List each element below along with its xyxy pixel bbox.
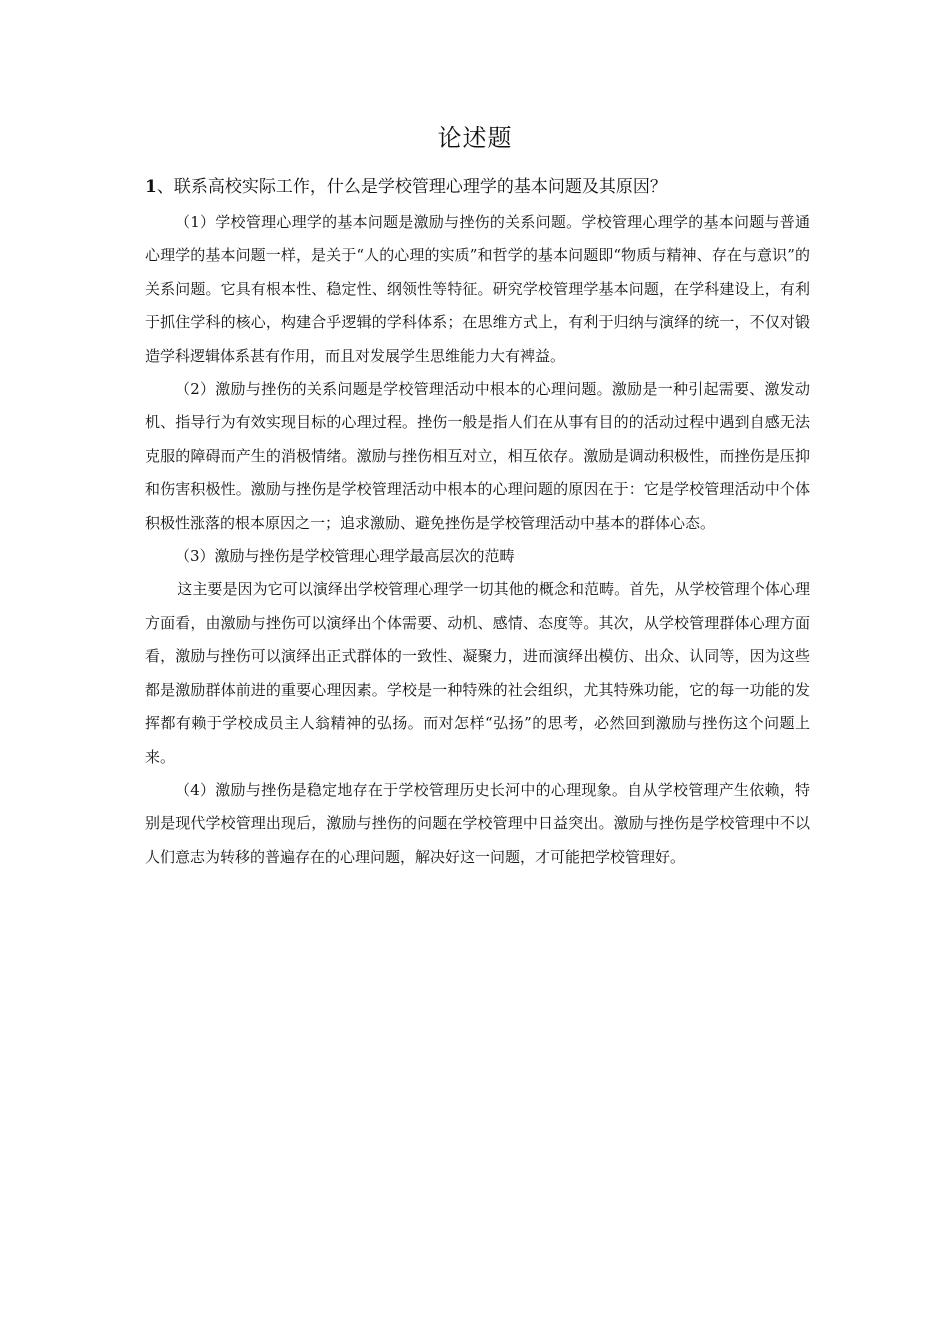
question-number: 1 [145,177,157,197]
answer-body [145,206,810,874]
page-title: 论述题 [437,124,513,152]
question-heading [145,172,810,197]
paragraph-5: （4）激励与挫伤是稳定地存在于学校管理历史长河中的心理现象。自从学校管理产生依赖，特别是现代学校管理出现后，激励与挫伤的问题在学校管理中日益突出。激励与挫伤是学校管理中不以人们意志为转移的普遍存在的心理问题，解决好这一问题，才可能把学校管理好。 [145,780,810,866]
paragraph-3: （3）激励与挫伤是学校管理心理学最高层次的范畴 [175,547,515,566]
paragraph-2: （2）激励与挫伤的关系问题是学校管理活动中根本的心理问题。激励是一种引起需要、激发动机、指导行为有效实现目标的心理过程。挫伤一般是指人们在从事有目的的活动过程中遇到自感无法克服的障碍而产生的消极情绪。激励与挫伤相互对立，相互依存。激励是调动积极性，而挫伤是压抑和伤害积极性。激励与挫伤是学校管理活动中根本的心理问题的原因在于：它是学校管理活动中个体积极性涨落的根本原因之一；追求激励、避免挫伤是学校管理活动中基本的群体心态。 [145,380,810,532]
paragraph-1: （1）学校管理心理学的基本问题是激励与挫伤的关系问题。学校管理心理学的基本问题与普通心理学的基本问题一样，是关于“人的心理的实质”和哲学的基本问题即“物质与精神、存在与意识”的关系问题。它具有根本性、稳定性、纲领性等特征。研究学校管理学基本问题，在学科建设上，有利于抓住学科的核心，构建合乎逻辑的学科体系；在思维方式上，有利于归纳与演绎的统一，不仅对锻造学科逻辑体系甚有作用，而且对发展学生思维能力大有裨益。 [145,213,810,365]
paragraph-4: 这主要是因为它可以演绎出学校管理心理学一切其他的概念和范畴。首先，从学校管理个体心理方面看，由激励与挫伤可以演绎出个体需要、动机、感情、态度等。其次，从学校管理群体心理方面看，激励与挫伤可以演绎出正式群体的一致性、凝聚力，进而演绎出模仿、出众、认同等，因为这些都是激励群体前进的重要心理因素。学校是一种特殊的社会组织，尤其特殊功能，它的每一功能的发挥都有赖于学校成员主人翁精神的弘扬。而对怎样“弘扬”的思考，必然回到激励与挫伤这个问题上来。 [145,580,810,766]
question-text: 、联系高校实际工作，什么是学校管理心理学的基本问题及其原因？ [156,177,667,197]
